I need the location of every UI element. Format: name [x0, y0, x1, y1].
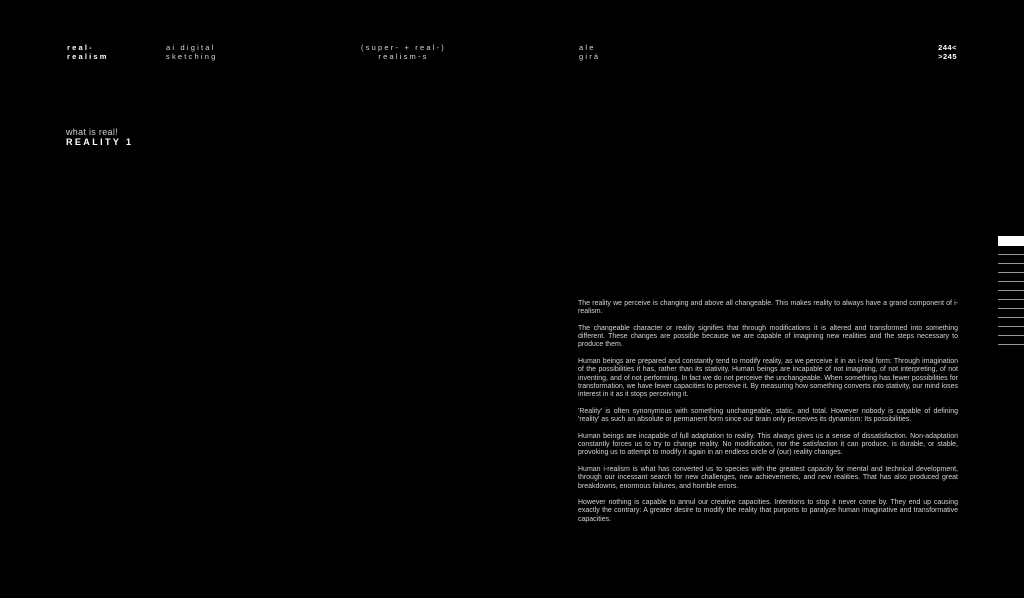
paragraph: Human beings are incapable of full adaptation to reality. This always gives us a sense of dissatisfaction. Non-adaptation constantly forces us to try to change reality. No modification, nor the satisfaction it can produce, is durable, or stable, provoking us to attempt to modify it again in an endless circle of (our) reality changes. [578, 432, 958, 457]
progress-marker [998, 344, 1024, 345]
paragraph: Human i-realism is what has converted us to species with the greatest capacity for mental and technical development, through our incessant search for new challenges, new achievements, and new realities. That has also produced great breakdowns, enormous failures, and horrible errors. [578, 465, 958, 490]
subtitle-line-1: (super- + real-) [361, 43, 447, 52]
progress-marker [998, 335, 1024, 336]
subtitle-label [361, 43, 446, 61]
paragraph: 'Reality' is often synonymous with something unchangeable, static, and total. However nobody is capable of defining 'reality' as such an absolute or permanent form since our brain only perceives its dynamism: Its possibilities. [578, 407, 958, 424]
section-progress-indicator [998, 236, 1024, 353]
paragraph: The reality we perceive is changing and above all changeable. This makes reality to always have a grand component of i-realism. [578, 300, 958, 316]
progress-marker [998, 290, 1024, 291]
series-title [67, 43, 109, 61]
progress-marker [998, 317, 1024, 318]
progress-marker-active [998, 236, 1024, 246]
author-line-1: ale [579, 43, 596, 52]
progress-marker [998, 299, 1024, 300]
progress-marker [998, 272, 1024, 273]
subtitle-line-2: realism-s [378, 52, 429, 61]
body-text [578, 300, 958, 532]
theme-label-line-1: ai digital [166, 43, 216, 52]
theme-label [166, 43, 218, 61]
page-number-right: >245 [938, 52, 957, 61]
progress-marker [998, 308, 1024, 309]
paragraph: However nothing is capable to annul our creative capacities. Intentions to stop it never come by. They end up causing exactly the contrary: A greater desire to modify the reality that purports to paralyze human imaginative and transformative capacities. [578, 499, 958, 523]
page-numbers [938, 43, 957, 61]
theme-label-line-2: sketching [166, 52, 218, 61]
series-title-line-2: realism [67, 52, 109, 61]
paragraph: The changeable character or reality signifies that through modifications it is altered and transformed into something different. These changes are possible because we are capable of imagining new realities and the steps necessary to produce them. [578, 324, 958, 349]
author-line-2: girá [579, 52, 601, 61]
page-number-left: 244< [938, 43, 957, 52]
section-title: REALITY 1 [66, 137, 134, 147]
author-label [579, 43, 600, 61]
section-question: what is real! [66, 127, 118, 137]
progress-marker [998, 326, 1024, 327]
paragraph: Human beings are prepared and constantly tend to modify reality, as we perceive it in an i-real form: Through imagination of the possibilities it has, rather than its stativity. Human beings are incapable of not imagining, of not interpreting, of not inventing, and of not performing. In fact we do not perceive the unchangeable. When something has fewer possibilities for transformation, we have fewer capacities to perceive it. By measuring how something converts into stativity, our mind loses interest in it as it stops perceiving it. [578, 358, 958, 399]
series-title-line-1: real- [67, 43, 94, 52]
progress-marker [998, 254, 1024, 255]
progress-marker [998, 263, 1024, 264]
progress-marker [998, 281, 1024, 282]
